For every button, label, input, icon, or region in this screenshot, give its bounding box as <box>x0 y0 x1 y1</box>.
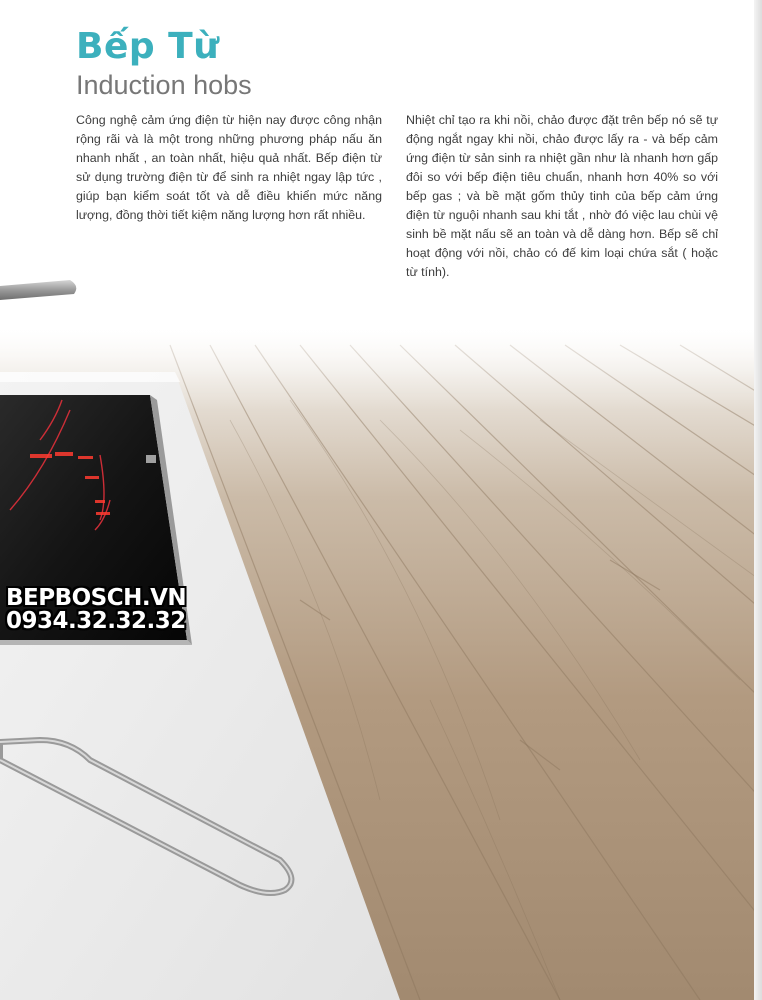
watermark-phone: 0934.32.32.32 <box>6 608 186 634</box>
watermark-site: BEPBOSCH.VN <box>6 585 187 611</box>
body-text-right: Nhiệt chỉ tạo ra khi nồi, chảo được đặt trên bếp nó sẽ tự động ngắt ngay khi nồi, chảo được lấy ra - và bếp cảm ứng điện từ sản sinh ra nhiệt gần như là nhanh hơn gấp đôi so với bếp điện tiêu chuẩn, nhanh hơn 40% so với bếp gas ; và bề mặt gốm thủy tinh của bếp cảm ứng điện từ nguội nhanh sau khi tắt , nhờ đó việc lau chùi vệ sinh bề mặt nấu sẽ an toàn và dễ dàng hơn. Bếp sẽ chỉ hoạt động với nồi, chảo có đế kim loại chứa sắt ( hoặc từ tính). <box>406 113 718 279</box>
watermark <box>6 587 186 633</box>
page-title: Bếp Từ <box>76 26 220 67</box>
page-edge-shadow <box>754 0 762 1000</box>
page-subtitle: Induction hobs <box>76 70 252 100</box>
body-text-left: Công nghệ cảm ứng điện từ hiện nay được công nhận rộng rãi và là một trong những phương pháp nấu ăn nhanh nhất , an toàn nhất, hiệu quả nhất. Bếp điện từ sử dụng trường điện từ để sinh ra nhiệt ngay lập tức , giúp bạn kiểm soát tốt và dễ điều khiển mức năng lượng, đồng thời tiết kiệm năng lượng hơn rất nhiều. <box>76 113 382 222</box>
